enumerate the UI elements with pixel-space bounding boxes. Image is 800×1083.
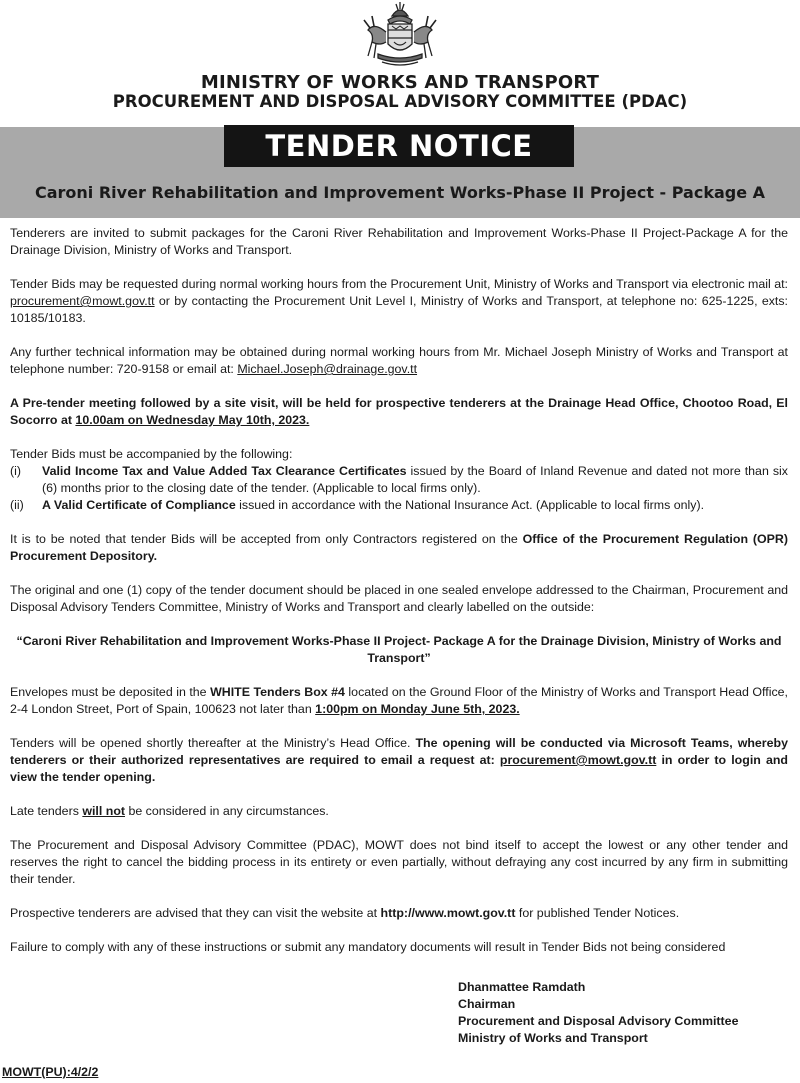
paragraph-registration: It is to be noted that tender Bids will be accepted from only Contractors registered on the Office of the Procurement Regulation (OPR) Procurement Depository. (10, 532, 788, 563)
list-item: (i) Valid Income Tax and Value Added Tax Clearance Certificates issued by the Board of Inland Revenue and dated not more than six (6) months prior to the closing date of the tender. (Applicable to local firms only). (10, 464, 789, 495)
signature-block (458, 979, 738, 1047)
paragraph-deposit: Envelopes must be deposited in the WHITE Tenders Box #4 located on the Ground Floor of the Ministry of Works and Transport Head Office, 2-4 London Street, Port of Spain, 100623 not later than 1:00pm on Monday June 5th, 2023. (10, 685, 788, 716)
committee-name: PROCUREMENT AND DISPOSAL ADVISORY COMMITTEE (PDAC) (112, 92, 688, 111)
paragraph-technical-info: Any further technical information may be obtained during normal working hours from Mr. Michael Joseph Ministry of Works and Transport at telephone number: 720-9158 or email at: Michael.Joseph@drainage.gov.tt (10, 345, 788, 376)
paragraph-invitation: Tenderers are invited to submit packages for the Caroni River Rehabilitation and Improvement Works-Phase II Project-Package A for the Drainage Division, Ministry of Works and Transport. (10, 226, 788, 257)
closing-deadline: 1:00pm on Monday June 5th, 2023. (315, 702, 520, 716)
paragraph-compliance: Failure to comply with any of these instructions or submit any mandatory documents will result in Tender Bids not being considered (10, 940, 726, 954)
project-title: Caroni River Rehabilitation and Improvement Works-Phase II Project - Package A (34, 183, 766, 202)
coat-of-arms-icon (352, 2, 448, 68)
procurement-email-link[interactable]: procurement@mowt.gov.tt (10, 294, 155, 308)
signatory-name: Dhanmattee Ramdath (458, 980, 586, 994)
paragraph-envelope: The original and one (1) copy of the tender document should be placed in one sealed envelope addressed to the Chairman, Procurement and Disposal Advisory Tenders Committee, Ministry of Works and Transport and clearly labelled on the outside: (10, 583, 788, 614)
signatory-title: Chairman (458, 997, 516, 1011)
paragraph-disclaimer: The Procurement and Disposal Advisory Committee (PDAC), MOWT does not bind itself to accept the lowest or any other tender and reserves the right to cancel the bidding process in its entirety or even partially, without defraying any cost incurred by any firm in submitting their tender. (10, 838, 788, 886)
paragraph-website: Prospective tenderers are advised that they can visit the website at http://www.mowt.gov.tt for published Tender Notices. (10, 906, 680, 920)
tender-notice-heading: TENDER NOTICE (224, 125, 574, 167)
reference-code: MOWT(PU):4/2/2 (2, 1065, 99, 1079)
list-item: (ii) A Valid Certificate of Compliance issued in accordance with the National Insurance Act. (Applicable to local firms only). (10, 498, 705, 512)
envelope-label: “Caroni River Rehabilitation and Improvement Works-Phase II Project- Package A for the Drainage Division, Ministry of Works and Transport” (16, 634, 782, 665)
technical-email-link[interactable]: Michael.Joseph@drainage.gov.tt (237, 362, 418, 376)
notice-body (10, 225, 788, 973)
paragraph-opening: Tenders will be opened shortly thereafter at the Ministry’s Head Office. The opening will be conducted via Microsoft Teams, whereby tenderers or their authorized representatives are required to email a request at: procurement@mowt.gov.tt in order to login and view the tender opening. (10, 736, 788, 784)
meeting-date: 10.00am on Wednesday May 10th, 2023. (75, 413, 310, 427)
paragraph-request-bids: Tender Bids may be requested during normal working hours from the Procurement Unit, Ministry of Works and Transport via electronic mail at: procurement@mowt.gov.tt or by contacting the Procurement Unit Level I, Ministry of Works and Transport, at telephone no: 625-1225, exts: 10185/10183. (10, 277, 788, 325)
website-link[interactable]: http://www.mowt.gov.tt (380, 906, 516, 920)
opening-email-link[interactable]: procurement@mowt.gov.tt (499, 753, 657, 767)
paragraph-pre-tender-meeting: A Pre-tender meeting followed by a site visit, will be held for prospective tenderers at the Drainage Head Office, Chootoo Road, El Socorro at 10.00am on Wednesday May 10th, 2023. (10, 396, 788, 427)
signatory-committee: Procurement and Disposal Advisory Committee (458, 1014, 739, 1028)
requirements-list (10, 446, 788, 514)
requirements-intro: Tender Bids must be accompanied by the following: (10, 447, 293, 461)
ministry-name: MINISTRY OF WORKS AND TRANSPORT (200, 72, 600, 93)
signatory-ministry: Ministry of Works and Transport (458, 1031, 648, 1045)
paragraph-late-tenders: Late tenders will not be considered in any circumstances. (10, 804, 329, 818)
